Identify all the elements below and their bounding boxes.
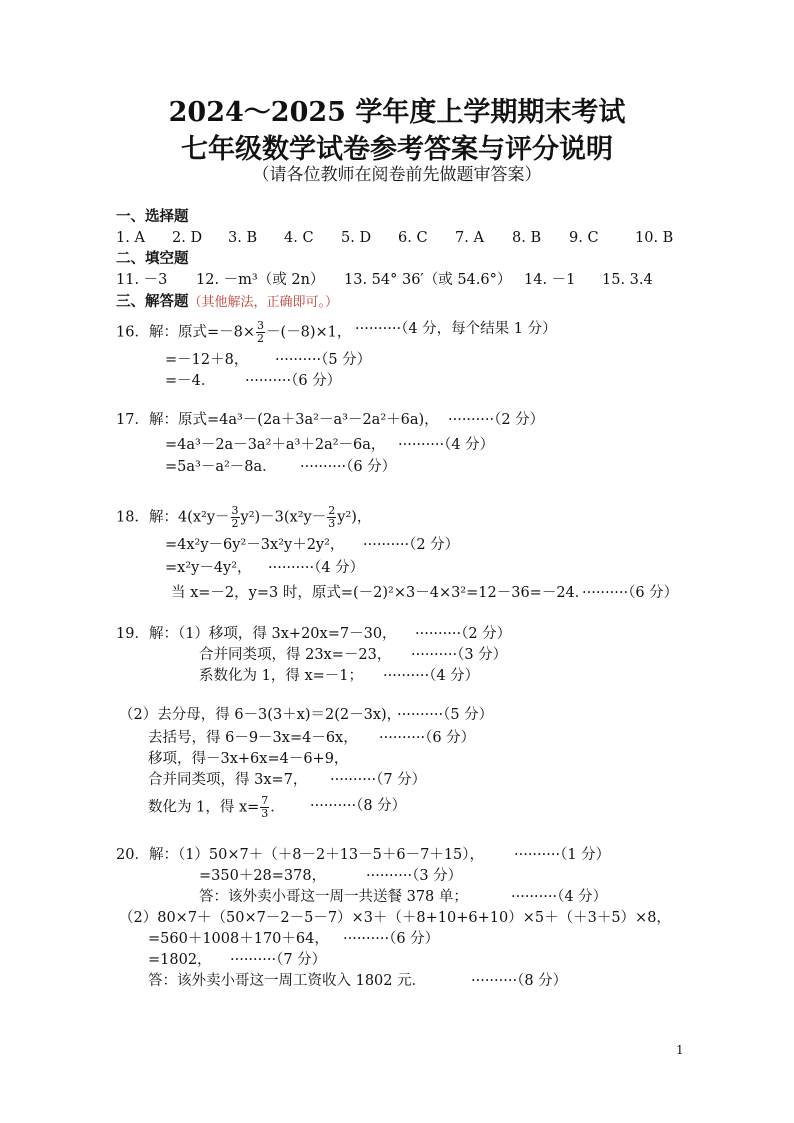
fraction xyxy=(231,505,240,530)
q19-line-7: 合并同类项，得 3x=7， xyxy=(148,772,308,788)
fill-answers-row xyxy=(116,271,653,289)
q18-line-1 xyxy=(116,505,371,530)
choice-answer: 2. D xyxy=(172,230,203,246)
q16-line-1 xyxy=(116,320,351,345)
fraction-numerator: 2 xyxy=(328,504,336,517)
choice-answer: 1. A xyxy=(116,230,145,246)
q17-score-2: ··········（4 分） xyxy=(398,437,495,453)
q19-expr-end: ． xyxy=(270,799,285,816)
q17-line-2: =4a³－2a－3a²＋a³＋2a²－6a， xyxy=(165,437,386,453)
fraction-numerator: 7 xyxy=(261,794,269,807)
q18-line-3: =x²y－4y²， xyxy=(165,560,252,576)
q16-line-3: =－4． xyxy=(165,373,216,389)
q18-line-4: 当 x=－2，y=3 时，原式=(－2)²×3－4×3²=12－36=－24． xyxy=(171,585,590,601)
section-heading-choice: 一、选择题 xyxy=(116,208,189,225)
grading-note: （其他解法，正确即可。） xyxy=(188,295,339,310)
q20-line-7: 答：该外卖小哥这一周工资收入 1802 元． xyxy=(148,973,427,989)
q20-score-3: ··········（4 分） xyxy=(511,889,608,905)
choice-answer: 6. C xyxy=(398,230,428,246)
q16-score-3: ··········（6 分） xyxy=(245,373,342,389)
choice-answer: 5. D xyxy=(341,230,372,246)
fraction-denominator: 2 xyxy=(256,332,264,345)
q17-score-3: ··········（6 分） xyxy=(300,459,397,475)
q16-expr-end: －(－8)×1， xyxy=(265,324,352,341)
fill-answer: 15. 3.4 xyxy=(602,272,653,288)
q19-score-5: ··········（6 分） xyxy=(379,730,476,746)
fraction-numerator: 3 xyxy=(256,319,264,332)
q16-score-1: ··········（4 分，每个结果 1 分） xyxy=(355,321,557,337)
q19-score-8: ··········（8 分） xyxy=(310,798,407,814)
choice-answer: 9. C xyxy=(569,230,599,246)
document-title: 2024～2025 学年度上学期期末考试 xyxy=(168,97,626,128)
q18-expr-mid: y²)－3(x²y－ xyxy=(240,509,327,526)
page-number: 1 xyxy=(676,1043,684,1057)
q16-score-2: ··········（5 分） xyxy=(275,352,372,368)
q18-score-2: ··········（2 分） xyxy=(363,537,460,553)
q17-line-3: =5a³－a²－8a． xyxy=(165,459,277,475)
fill-answer: 12. －m³（或 2n） xyxy=(196,272,325,288)
fraction-denominator: 2 xyxy=(231,517,239,530)
q20-score-2: ··········（3 分） xyxy=(366,868,463,884)
q20-score-5: ··········（6 分） xyxy=(343,931,440,947)
q18-score-4: ··········（6 分） xyxy=(582,585,679,601)
q16-line-2: =－12＋8， xyxy=(165,352,249,368)
fraction xyxy=(260,795,269,820)
q20-line-3: 答：该外卖小哥这一周一共送餐 378 单； xyxy=(199,889,468,905)
q20-score-7: ··········（8 分） xyxy=(471,973,568,989)
choice-answer: 4. C xyxy=(284,230,314,246)
q19-line-5: 去括号，得 6－9－3x=4－6x， xyxy=(148,730,358,746)
choice-answer: 7. A xyxy=(455,230,484,246)
fill-answer: 13. 54° 36′（或 54.6°） xyxy=(344,272,512,288)
q17-score-1: ··········（2 分） xyxy=(448,412,545,428)
q20-line-2: =350＋28=378， xyxy=(199,868,327,884)
fraction-numerator: 3 xyxy=(231,504,239,517)
q18-line-2: =4x²y－6y²－3x²y＋2y²， xyxy=(165,537,345,553)
q19-expr-start: 数化为 1，得 x= xyxy=(148,799,260,816)
q19-line-3: 系数化为 1，得 x=－1； xyxy=(199,668,363,684)
fill-answer: 14. －1 xyxy=(524,272,576,288)
q20-score-6: ··········（7 分） xyxy=(230,952,327,968)
fraction-denominator: 3 xyxy=(328,517,336,530)
q19-line-8 xyxy=(148,795,285,820)
choice-answer: 8. B xyxy=(512,230,542,246)
section-heading-fill: 二、填空题 xyxy=(116,250,189,267)
fill-answer: 11. －3 xyxy=(116,272,168,288)
q19-score-3: ··········（4 分） xyxy=(383,668,480,684)
q16-expr-start: 16．解：原式=－8× xyxy=(116,324,255,341)
fraction xyxy=(327,505,336,530)
q19-line-1: 19．解：（1）移项，得 3x+20x=7－30， xyxy=(116,626,397,642)
q17-line-1: 17．解：原式=4a³－(2a＋3a²－a³－2a²＋6a)， xyxy=(116,412,439,428)
q20-line-1: 20．解：（1）50×7＋（＋8－2＋13－5＋6－7＋15）， xyxy=(116,847,485,863)
q20-line-6: =1802， xyxy=(148,952,212,968)
q19-score-7: ··········（7 分） xyxy=(330,772,427,788)
document-subtitle-main: 七年级数学试卷参考答案与评分说明 xyxy=(181,134,613,165)
q18-score-3: ··········（4 分） xyxy=(268,560,365,576)
choice-answer: 3. B xyxy=(228,230,258,246)
q19-score-4: ··········（5 分） xyxy=(397,707,494,723)
q19-score-2: ··········（3 分） xyxy=(411,647,508,663)
section-heading-solve-row xyxy=(116,293,338,312)
q20-score-1: ··········（1 分） xyxy=(514,847,611,863)
q20-line-5: =560＋1008＋170＋64， xyxy=(148,931,329,947)
choice-answer: 10. B xyxy=(635,230,674,246)
q20-line-4: （2）80×7＋（50×7－2－5－7）×3＋（＋8+10+6+10）×5＋（＋3＋5）×8， xyxy=(119,910,671,926)
q18-expr-end: y²)， xyxy=(337,509,372,526)
q19-score-1: ··········（2 分） xyxy=(415,626,512,642)
fraction xyxy=(256,320,265,345)
document-instructions: （请各位教师在阅卷前先做题审答案） xyxy=(252,165,542,185)
fraction-denominator: 3 xyxy=(261,807,269,820)
q18-expr-start: 18．解：4(x²y－ xyxy=(116,509,230,526)
q19-line-2: 合并同类项，得 23x=－23， xyxy=(199,647,392,663)
section-heading-solve: 三、解答题 xyxy=(116,293,189,310)
q19-line-6: 移项，得－3x+6x=4－6+9， xyxy=(148,751,349,767)
choice-answers-row xyxy=(116,229,673,247)
q19-line-4: （2）去分母，得 6－3(3＋x)＝2(2－3x)， xyxy=(119,707,402,723)
